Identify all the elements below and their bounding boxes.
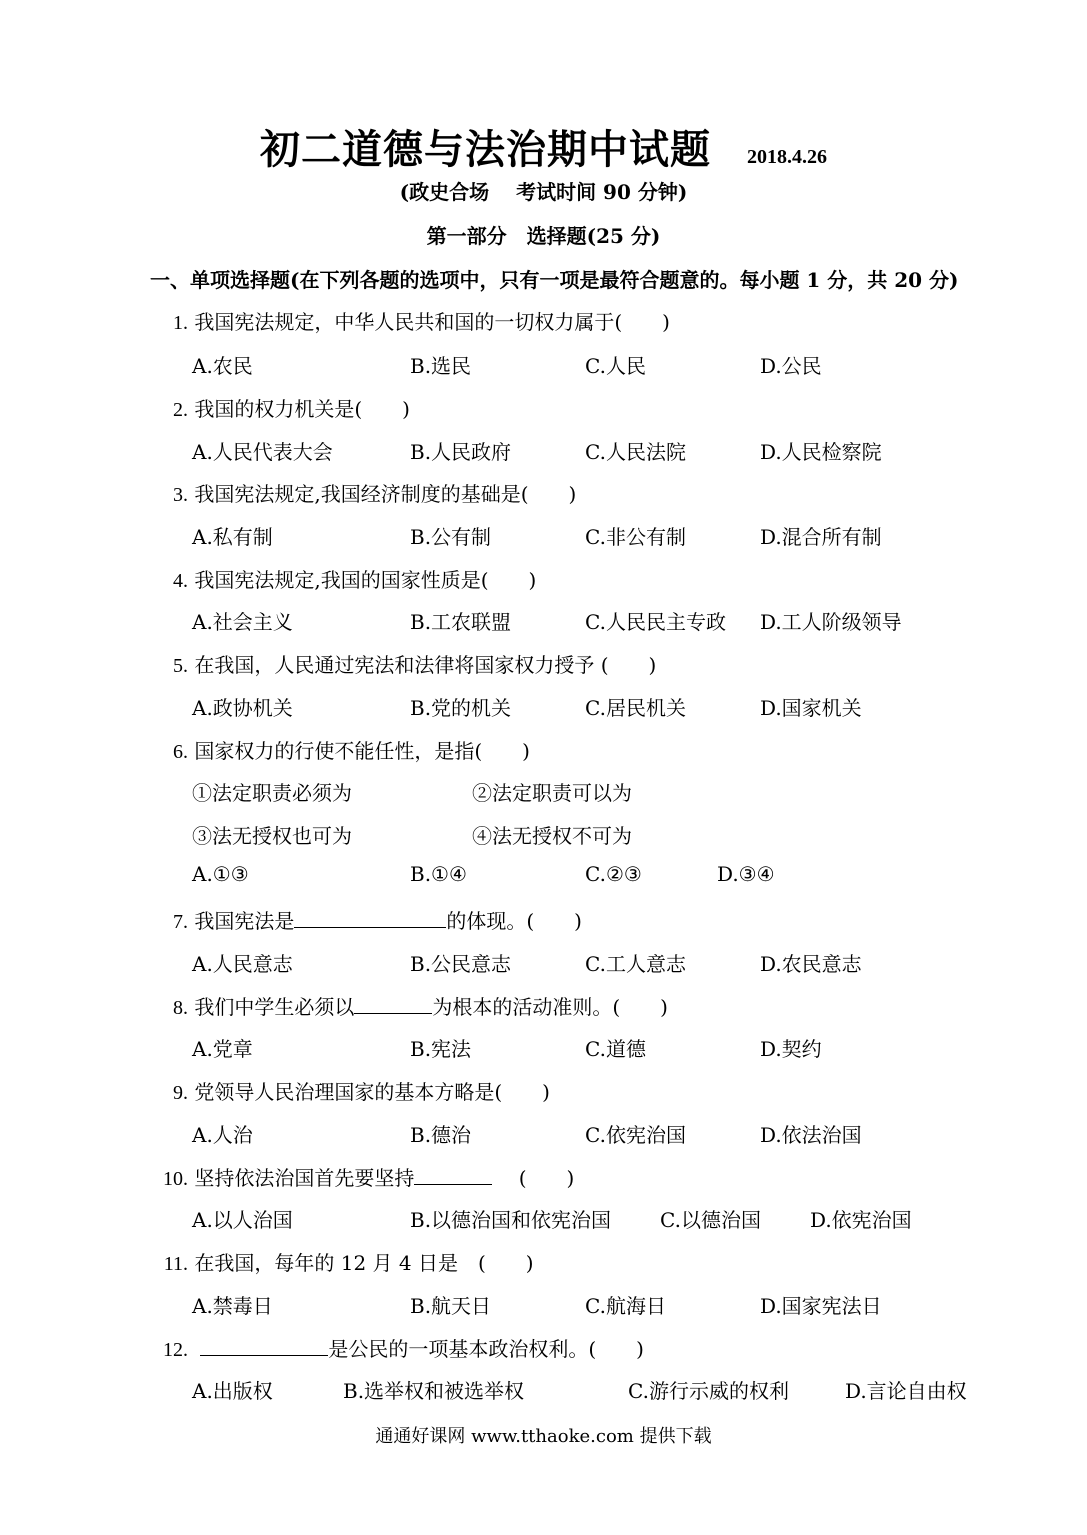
option-b: B.宪法: [410, 1037, 472, 1061]
option-a: A.人治: [192, 1123, 253, 1147]
exam-title: 初二道德与法治期中试题: [260, 126, 711, 173]
statement-1: ①法定职责必须为: [192, 781, 352, 805]
statement-3: ③法无授权也可为: [192, 824, 352, 848]
question-text-tail: 是公民的一项基本政治权利。( ): [328, 1337, 644, 1361]
option-a: A.政协机关: [192, 696, 293, 720]
question-12: [150, 1333, 644, 1362]
question-text: 我国宪法规定,我国的国家性质是( ): [194, 568, 537, 592]
option-d: D.③④: [717, 862, 775, 886]
question-8: [150, 991, 668, 1020]
question-4: [150, 564, 536, 593]
option-c: C.居民机关: [585, 696, 686, 720]
question-7: [150, 905, 582, 934]
question-text: 国家权力的行使不能任性，是指( ): [194, 739, 530, 763]
option-d: D.农民意志: [760, 952, 862, 976]
option-a: A.农民: [192, 354, 253, 378]
question-9: [150, 1076, 550, 1105]
question-5: [150, 649, 656, 678]
option-d: D.混合所有制: [760, 525, 882, 549]
question-number: 7.: [173, 911, 188, 933]
question-text: 我们中学生必须以: [194, 995, 355, 1019]
option-a: A.①③: [192, 862, 249, 886]
question-number: 2.: [173, 399, 188, 421]
option-a: A.人民意志: [192, 952, 293, 976]
answer-blank: [354, 995, 432, 1014]
question-number: 9.: [173, 1082, 188, 1104]
option-b: B.公民意志: [410, 952, 512, 976]
exam-title-line: [0, 118, 1087, 175]
section-heading: 一、单项选择题(在下列各题的选项中，只有一项是最符合题意的。每小题 1 分，共 20 分): [150, 268, 959, 292]
question-1: [150, 306, 670, 335]
option-d: D.国家机关: [760, 696, 862, 720]
option-b: B.①④: [410, 862, 467, 886]
exam-date: 2018.4.26: [747, 146, 827, 168]
option-d: D.公民: [760, 354, 822, 378]
option-c: C.游行示威的权利: [628, 1379, 789, 1403]
footer-source: 通通好课网 www.tthaoke.com 提供下载: [375, 1426, 712, 1447]
question-number: 1.: [173, 312, 188, 334]
option-c: C.工人意志: [585, 952, 686, 976]
question-number: 4.: [173, 570, 188, 592]
question-text: 坚持依法治国首先要坚持: [194, 1166, 415, 1190]
option-c: C.非公有制: [585, 525, 686, 549]
answer-blank: [414, 1166, 492, 1185]
question-2: [150, 393, 410, 422]
option-c: C.依宪治国: [585, 1123, 686, 1147]
option-a: A.党章: [192, 1037, 253, 1061]
option-d: D.国家宪法日: [760, 1294, 882, 1318]
option-c: C.以德治国: [660, 1208, 761, 1232]
question-number: 5.: [173, 655, 188, 677]
question-number: 12.: [163, 1339, 188, 1361]
option-b: B.人民政府: [410, 440, 512, 464]
option-a: A.人民代表大会: [192, 440, 333, 464]
question-3: [150, 478, 576, 507]
option-b: B.航天日: [410, 1294, 492, 1318]
answer-blank: [294, 909, 446, 928]
option-c: C.道德: [585, 1037, 646, 1061]
option-a: A.社会主义: [192, 610, 293, 634]
option-b: B.工农联盟: [410, 610, 512, 634]
question-number: 11.: [163, 1253, 188, 1275]
question-11: [150, 1247, 534, 1276]
option-d: D.依法治国: [760, 1123, 862, 1147]
question-text: 我国宪法是: [194, 909, 295, 933]
question-text: 在我国，每年的 12 月 4 日是 ( ): [194, 1251, 534, 1275]
question-text-tail: 的体现。( ): [446, 909, 582, 933]
exam-subtitle: (政史合场 考试时间 90 分钟): [399, 180, 688, 204]
question-number: 10.: [163, 1168, 188, 1190]
question-text: 我国的权力机关是( ): [194, 397, 410, 421]
option-a: A.以人治国: [192, 1208, 293, 1232]
option-d: D.言论自由权: [845, 1379, 967, 1403]
option-b: B.党的机关: [410, 696, 512, 720]
question-text-tail: ( ): [492, 1166, 575, 1190]
option-b: B.德治: [410, 1123, 472, 1147]
option-c: C.②③: [585, 862, 642, 886]
question-text: 党领导人民治理国家的基本方略是( ): [194, 1080, 550, 1104]
question-number: 8.: [173, 997, 188, 1019]
question-text-tail: 为根本的活动准则。( ): [432, 995, 668, 1019]
statement-2: ②法定职责可以为: [472, 781, 632, 805]
option-b: B.选举权和被选举权: [343, 1379, 525, 1403]
option-d: D.人民检察院: [760, 440, 882, 464]
option-d: D.契约: [760, 1037, 822, 1061]
option-b: B.公有制: [410, 525, 492, 549]
part-heading: 第一部分 选择题(25 分): [426, 224, 661, 248]
question-10: [150, 1162, 574, 1191]
question-text: 我国宪法规定，中华人民共和国的一切权力属于( ): [194, 310, 670, 334]
option-c: C.人民民主专政: [585, 610, 726, 634]
option-a: A.禁毒日: [192, 1294, 273, 1318]
answer-blank: [200, 1337, 328, 1356]
question-number: 6.: [173, 741, 188, 763]
option-b: B.以德治国和依宪治国: [410, 1208, 612, 1232]
option-c: C.人民: [585, 354, 646, 378]
question-6: [150, 735, 530, 764]
option-d: D.工人阶级领导: [760, 610, 902, 634]
option-d: D.依宪治国: [810, 1208, 912, 1232]
option-b: B.选民: [410, 354, 472, 378]
option-a: A.私有制: [192, 525, 273, 549]
option-a: A.出版权: [192, 1379, 273, 1403]
question-number: 3.: [173, 484, 188, 506]
option-c: C.人民法院: [585, 440, 686, 464]
statement-4: ④法无授权不可为: [472, 824, 632, 848]
question-text: 在我国，人民通过宪法和法律将国家权力授予 ( ): [194, 653, 657, 677]
question-text: 我国宪法规定,我国经济制度的基础是( ): [194, 482, 577, 506]
option-c: C.航海日: [585, 1294, 666, 1318]
